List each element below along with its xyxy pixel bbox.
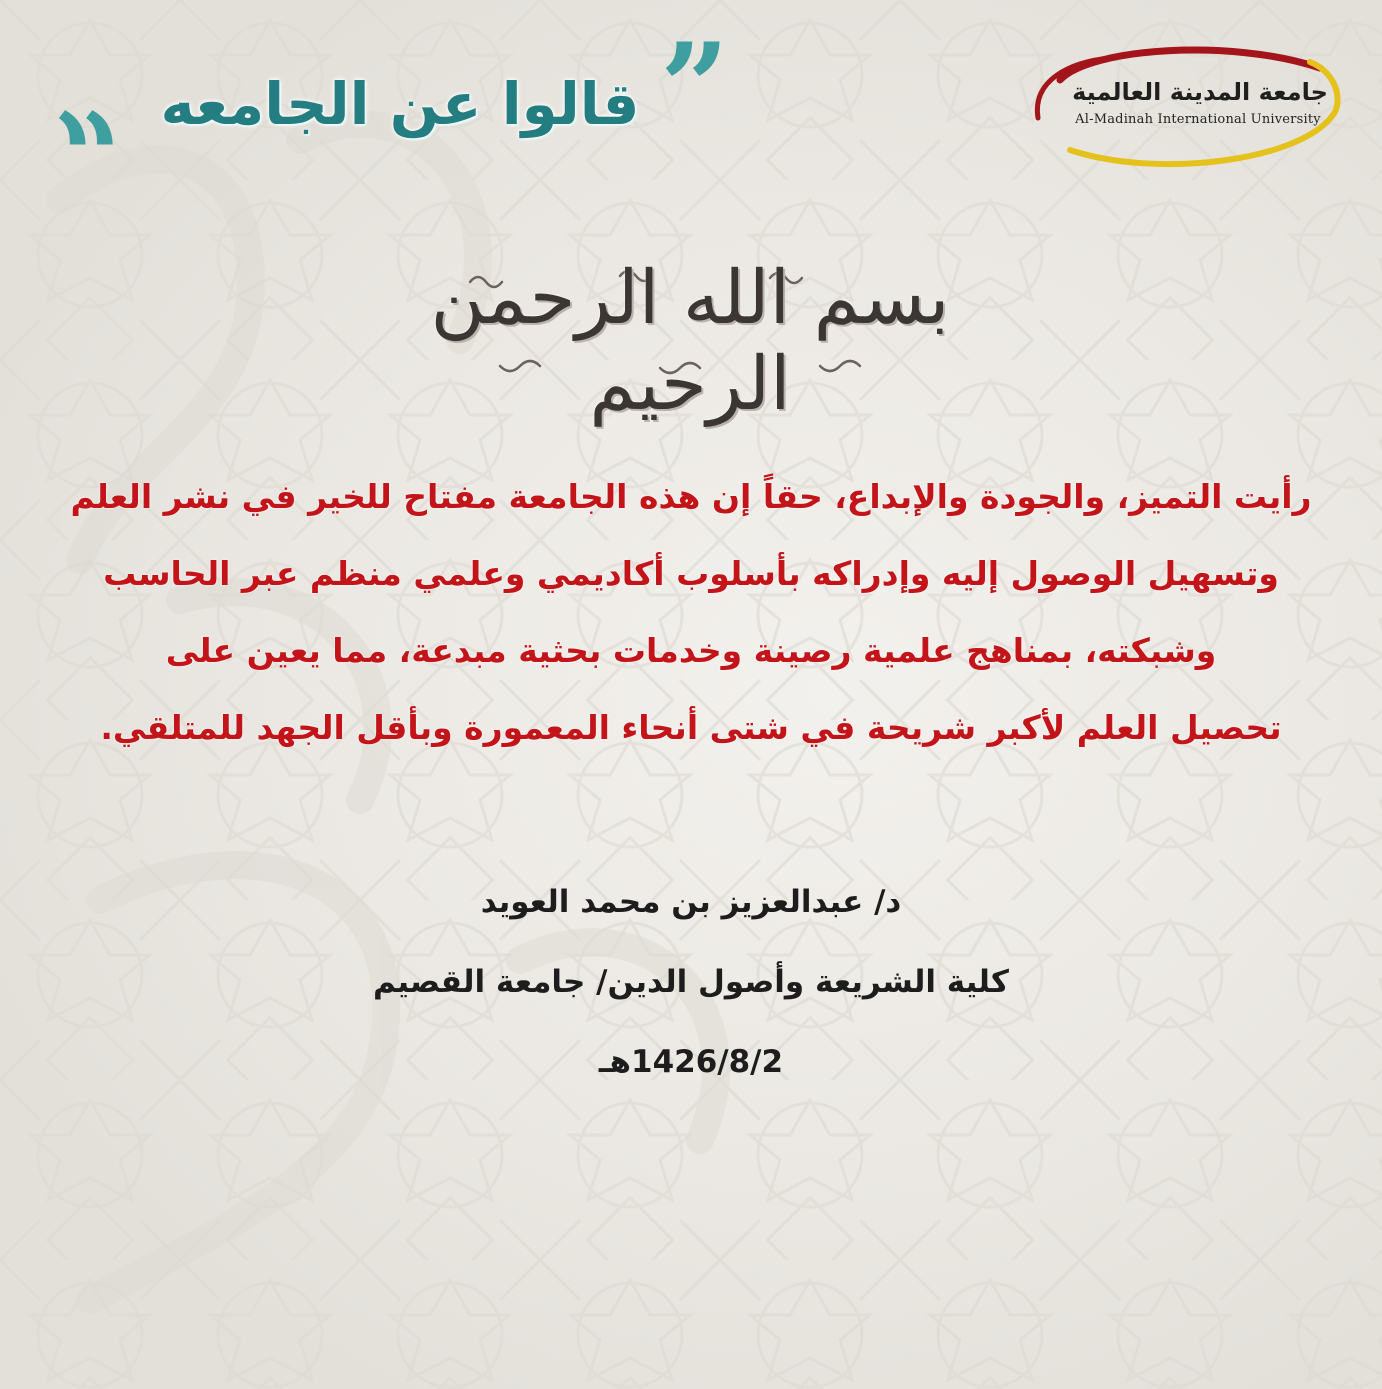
testimonial-text	[50, 458, 1332, 766]
logo-english-name: Al-Madinah International University	[1075, 112, 1321, 127]
opening-quote-icon: “	[52, 87, 122, 228]
author-name: د/ عبدالعزيز بن محمد العويد	[480, 884, 902, 920]
page-title: قالوا عن الجامعه	[160, 70, 640, 138]
testimonial-line-3: وشبكته، بمناهج علمية رصينة وخدمات بحثية مبدعة، مما يعين على	[165, 631, 1217, 670]
basmala-text: بسم الله الرحمن الرحيم	[430, 255, 950, 427]
logo-arabic-name: جامعة المدينة العالمية	[1072, 78, 1328, 106]
header-title-block	[40, 17, 760, 228]
testimonial-line-2: وتسهيل الوصول إليه وإدراكه بأسلوب أكاديمي وعلمي منظم عبر الحاسب	[103, 554, 1279, 593]
testimonial-date: 1426/8/2هـ	[598, 1044, 784, 1080]
closing-quote-icon: ”	[660, 17, 730, 158]
author-affiliation: كلية الشريعة وأصول الدين/ جامعة القصيم	[373, 964, 1009, 1000]
university-logo	[1030, 40, 1342, 170]
testimonial-line-4: تحصيل العلم لأكبر شريحة في شتى أنحاء المعمورة وبأقل الجهد للمتلقي.	[100, 708, 1282, 747]
signature-block	[200, 862, 1182, 1102]
testimonial-line-1: رأيت التميز، والجودة والإبداع، حقاً إن هذه الجامعة مفتاح للخير في نشر العلم	[70, 477, 1312, 516]
